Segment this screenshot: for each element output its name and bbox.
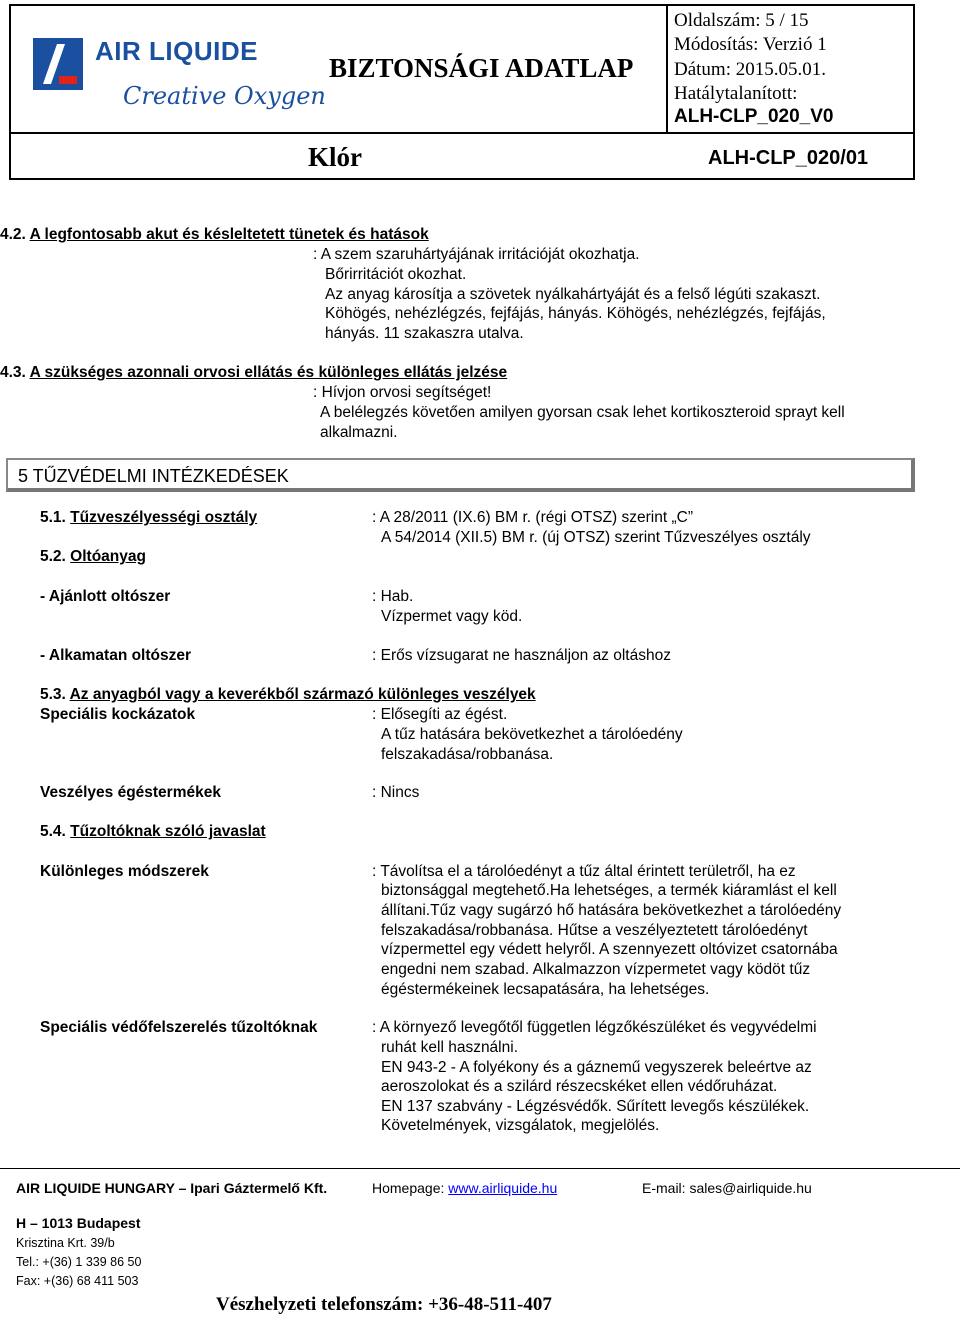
special-methods-line: felszakadása/robbanása. Hűtse a veszélyeztetett tárolóedényt (381, 922, 808, 939)
section-title: A szükséges azonnali orvosi ellátás és különleges ellátás jelzése (29, 364, 508, 381)
special-methods-line: : Távolítsa el a tárolóedényt a tűz által érintett területről, ha ez (372, 863, 796, 880)
fire-class-value: : A 28/2011 (IX.6) BM r. (régi OTSZ) szerint „C” (372, 509, 693, 526)
footer-company: AIR LIQUIDE HUNGARY – Ipari Gáztermelő Kft. (16, 1180, 328, 1196)
section-number: 4.2. (0, 226, 26, 243)
section-title: Az anyagból vagy a keverékből származó különleges veszélyek (69, 686, 536, 703)
air-liquide-logo-icon (33, 38, 83, 90)
protective-equipment-line: Követelmények, vizsgálatok, megjelölés. (381, 1117, 660, 1134)
homepage-link[interactable]: www.airliquide.hu (448, 1180, 558, 1196)
section-number: 5.4. (40, 823, 66, 840)
section-title: A legfontosabb akut és késleltetett tünetek és hatások (29, 226, 429, 243)
revision: Módosítás: Verzió 1 (674, 34, 827, 55)
homepage-label: Homepage: (372, 1180, 445, 1196)
special-methods-line: biztonsággal megtehető.Ha lehetséges, a termék kiáramlást el kell (381, 882, 837, 899)
special-risks-line: A tűz hatására bekövetkezhet a tárolóedény (381, 726, 683, 743)
special-methods-label: Különleges módszerek (40, 863, 209, 880)
header-divider-vertical (666, 6, 668, 132)
supersedes-value: ALH-CLP_020_V0 (674, 106, 834, 127)
section-4-2-heading (0, 226, 429, 244)
special-risks-line: felszakadása/robbanása. (381, 746, 554, 763)
section-4-3-heading (0, 364, 507, 382)
section-title: Oltóanyag (70, 548, 146, 565)
footer-divider (0, 1168, 960, 1169)
special-risks-label: Speciális kockázatok (40, 706, 196, 723)
symptom-line: hányás. 11 szakaszra utalva. (325, 325, 524, 342)
combustion-products-label: Veszélyes égéstermékek (40, 784, 221, 801)
treatment-line: : Hívjon orvosi segítséget! (313, 384, 492, 401)
symptom-line: Bőrirritációt okozhat. (325, 266, 467, 283)
recommended-extinguisher-value: Vízpermet vagy köd. (381, 608, 523, 625)
section-5-3-heading (40, 686, 536, 704)
symptom-line: Köhögés, nehézlégzés, fejfájás, hányás. Köhögés, nehézlégzés, fejfájás, (325, 305, 826, 322)
document-header (9, 4, 915, 180)
treatment-line: A belélegzés követően amilyen gyorsan csak lehet kortikoszteroid sprayt kell (320, 404, 845, 421)
footer-email: E-mail: sales@airliquide.hu (642, 1180, 812, 1196)
logo-company: AIR LIQUIDE (95, 36, 258, 66)
footer-fax: Fax: +(36) 68 411 503 (16, 1274, 139, 1288)
recommended-extinguisher-label: - Ajánlott oltószer (40, 588, 171, 605)
section-number: 5.3. (40, 686, 66, 703)
footer-emergency-phone: Vészhelyzeti telefonszám: +36-48-511-407 (216, 1294, 552, 1315)
revision-date: Dátum: 2015.05.01. (674, 59, 826, 80)
symptom-line: Az anyag károsítja a szövetek nyálkahártyáját és a felső légúti szakaszt. (325, 286, 821, 303)
symptom-line: : A szem szaruhártyájának irritációját okozhatja. (313, 246, 640, 263)
section-5-4-heading (40, 823, 266, 841)
special-methods-line: égéstermékeinek lecsapatására, ha lehetséges. (381, 981, 710, 998)
section-title: Tűzoltóknak szóló javaslat (70, 823, 266, 840)
special-methods-line: állítani.Tűz vagy sugárzó hő hatására bekövetkezhet a tárolóedény (381, 902, 842, 919)
footer-homepage (372, 1180, 557, 1196)
supersedes-label: Hatálytalanított: (674, 83, 798, 104)
footer-city: H – 1013 Budapest (16, 1215, 141, 1231)
document-title: BIZTONSÁGI ADATLAP (329, 53, 634, 83)
section-number: 5.1. (40, 509, 66, 526)
protective-equipment-line: : A környező levegőtől független légzőkészüléket és vegyvédelmi (372, 1019, 817, 1036)
recommended-extinguisher-value: : Hab. (372, 588, 414, 605)
logo-tagline: Creative Oxygen (123, 82, 326, 110)
product-name: Klór (308, 142, 362, 172)
fire-class-value: A 54/2014 (XII.5) BM r. (új OTSZ) szerint Tűzveszélyes osztály (381, 529, 811, 546)
special-risks-line: : Elősegíti az égést. (372, 706, 508, 723)
unsuitable-extinguisher-value: : Erős vízsugarat ne használjon az oltáshoz (372, 647, 671, 664)
section-5-1-heading (40, 509, 257, 527)
section-title: Tűzveszélyességi osztály (70, 509, 258, 526)
protective-equipment-line: aeroszolokat és a szilárd részecskéket ellen védőruházat. (381, 1078, 778, 1095)
footer-tel: Tel.: +(36) 1 339 86 50 (16, 1255, 142, 1269)
protective-equipment-line: EN 137 szabvány - Légzésvédők. Sűrített levegős készülékek. (381, 1098, 810, 1115)
section-5-2-heading (40, 548, 146, 566)
treatment-line: alkalmazni. (320, 424, 398, 441)
protective-equipment-line: EN 943-2 - A folyékony és a gáznemű vegyszerek beleértve az (381, 1059, 812, 1076)
footer-street: Krisztina Krt. 39/b (16, 1236, 115, 1250)
section-number: 4.3. (0, 364, 26, 381)
product-code: ALH-CLP_020/01 (708, 147, 869, 169)
protective-equipment-line: ruhát kell használni. (381, 1039, 518, 1056)
header-divider-horizontal (11, 132, 913, 134)
section-number: 5.2. (40, 548, 66, 565)
protective-equipment-label: Speciális védőfelszerelés tűzoltóknak (40, 1019, 318, 1036)
combustion-products-value: : Nincs (372, 784, 420, 801)
special-methods-line: vízpermettel egy védett helyről. A szennyezett oltóvizet csatornába (381, 941, 838, 958)
page-number: Oldalszám: 5 / 15 (674, 10, 809, 31)
section-5-title: 5 TŰZVÉDELMI INTÉZKEDÉSEK (18, 466, 289, 486)
section-5-header (6, 458, 915, 492)
unsuitable-extinguisher-label: - Alkamatan oltószer (40, 647, 192, 664)
special-methods-line: engedni nem szabad. Alkalmazzon vízpermetet vagy ködöt tűz (381, 961, 811, 978)
